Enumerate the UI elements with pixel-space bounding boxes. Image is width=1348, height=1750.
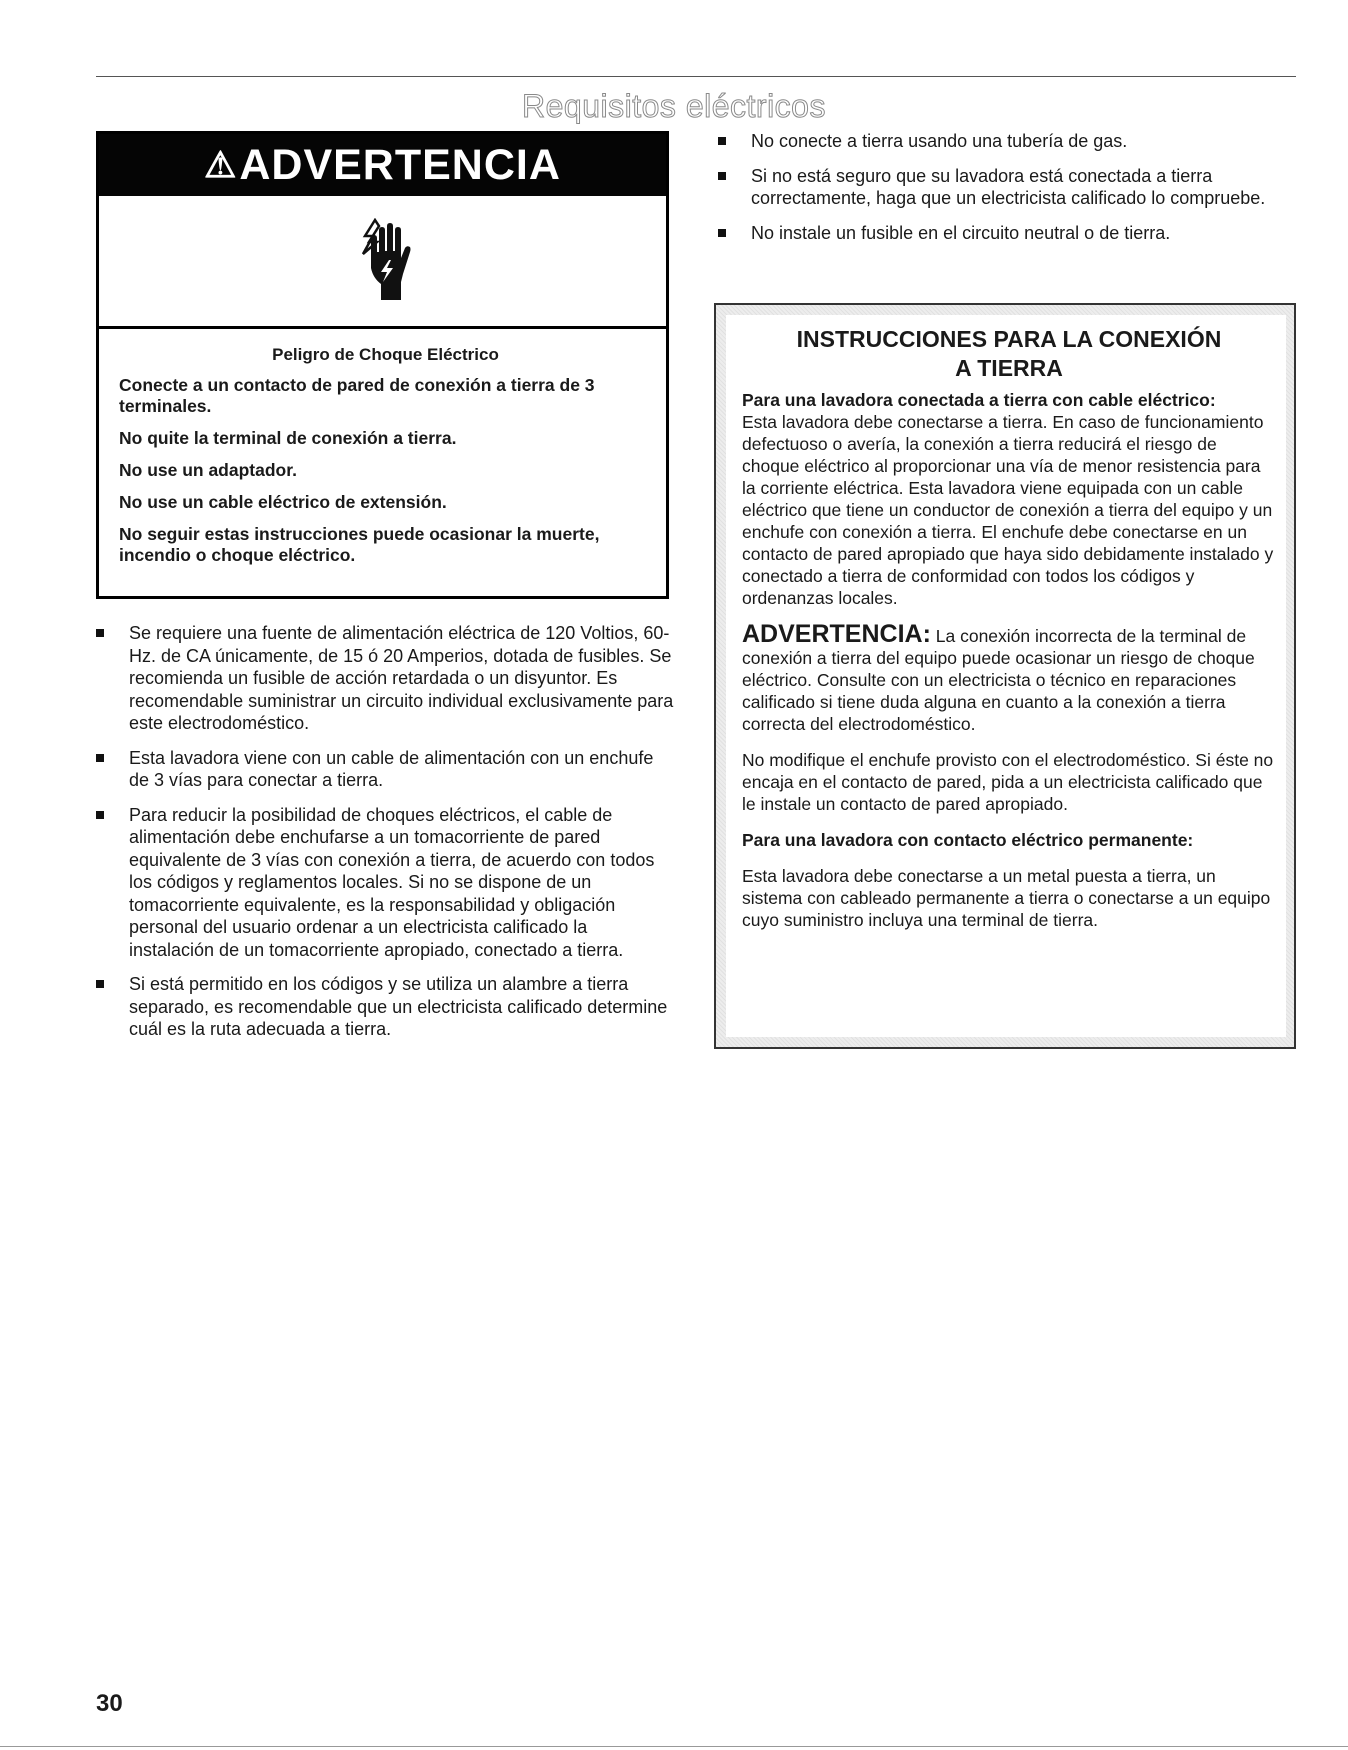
warning-box [96,131,669,599]
bullet-square-icon [96,980,104,988]
page-number: 30 [96,1690,123,1717]
warning-icon-area [99,196,666,329]
right-bullet-list [718,130,1278,256]
electric-shock-icon [361,218,413,302]
warning-line: No use un cable eléctrico de extensión. [119,492,447,512]
bullet-square-icon [96,754,104,762]
bottom-rule [0,1746,1348,1747]
warning-heading: Peligro de Choque Eléctrico [272,345,499,364]
grounding-paragraph: No modifique el enchufe provisto con el electrodoméstico. Si éste no encaja en el contacto de pared, pida a un electricista calificado que le instale un contacto de pared apropiado. [742,750,1274,814]
bullet-square-icon [718,172,726,180]
list-item: Si está permitido en los códigos y se utiliza un alambre a tierra separado, es recomendable que un electricista calificado determine cuál es la ruta adecuada a tierra. [96,973,674,1041]
warning-line: No seguir estas instrucciones puede ocasionar la muerte, incendio o choque eléctrico. [119,524,600,565]
warning-line: Conecte a un contacto de pared de conexión a tierra de 3 terminales. [119,375,595,416]
bullet-square-icon [718,137,726,145]
bullet-square-icon [718,229,726,237]
list-item: Se requiere una fuente de alimentación eléctrica de 120 Voltios, 60-Hz. de CA únicamente, de 15 ó 20 Amperios, dotada de fusibles. Se recomienda un fusible de acción retardada o un disyuntor. Es recomendable suministrar un circuito individual exclusivamente para este electrodoméstico. [96,622,674,735]
grounding-title: INSTRUCCIONES PARA LA CONEXIÓN A TIERRA [796,326,1222,381]
warning-header-text: ADVERTENCIA [239,141,561,189]
grounding-instructions-content [726,315,1286,1037]
section-title: Requisitos eléctricos [522,88,826,124]
grounding-paragraph: Esta lavadora debe conectarse a tierra. En caso de funcionamiento defectuoso o avería, la conexión a tierra reducirá el riesgo de choque eléctrico al proporcionar una vía de menor resistencia para la corriente eléctrica. Esta lavadora viene equipada con un cable eléctrico que tiene un conductor de conexión a tierra del equipo y un enchufe con conexión a tierra. El enchufe debe conectarse en un contacto de pared apropiado que haya sido debidamente instalado y conectado a tierra de conformidad con todos los códigos y ordenanzas locales. [742,412,1274,608]
bullet-square-icon [96,811,104,819]
grounding-paragraph: Esta lavadora debe conectarse a un metal puesta a tierra, un sistema con cableado permanente a tierra o conectarse a un equipo cuyo suministro incluya una terminal de tierra. [742,866,1271,930]
warning-header [99,134,666,196]
grounding-instructions-box [714,303,1296,1049]
left-bullet-list [96,622,674,1053]
grounding-warning-label: ADVERTENCIA: [742,620,931,648]
grounding-subheading: Para una lavadora conectada a tierra con cable eléctrico: [742,390,1216,410]
list-item: Esta lavadora viene con un cable de alimentación con un enchufe de 3 vías para conectar a tierra. [96,747,674,792]
top-rule [96,76,1296,77]
warning-body [99,329,666,566]
grounding-subheading: Para una lavadora con contacto eléctrico permanente: [742,830,1194,850]
list-item: Si no está seguro que su lavadora está conectada a tierra correctamente, haga que un electricista calificado lo compruebe. [718,165,1278,210]
list-item: No conecte a tierra usando una tubería de gas. [718,130,1278,153]
grounding-warning-paragraph: ADVERTENCIA: La conexión incorrecta de la terminal de conexión a tierra del equipo puede ocasionar un riesgo de choque eléctrico. Consulte con un electricista o técnico en reparaciones calificado si tiene duda alguna en cuanto a la conexión a tierra correcta del electrodoméstico. [742,620,1255,734]
warning-line: No use un adaptador. [119,460,297,480]
list-item: No instale un fusible en el circuito neutral o de tierra. [718,222,1278,245]
warning-line: No quite la terminal de conexión a tierra. [119,428,457,448]
bullet-square-icon [96,629,104,637]
warning-triangle-icon: ⚠ [204,144,238,185]
list-item: Para reducir la posibilidad de choques eléctricos, el cable de alimentación debe enchufarse a un tomacorriente de pared equivalente de 3 vías con conexión a tierra, de acuerdo con todos los códigos y reglamentos locales. Si no se dispone de un tomacorriente equivalente, es la responsabilidad y obligación personal del usuario ordenar a un electricista calificado la instalación de un tomacorriente apropiado, conectado a tierra. [96,804,674,962]
